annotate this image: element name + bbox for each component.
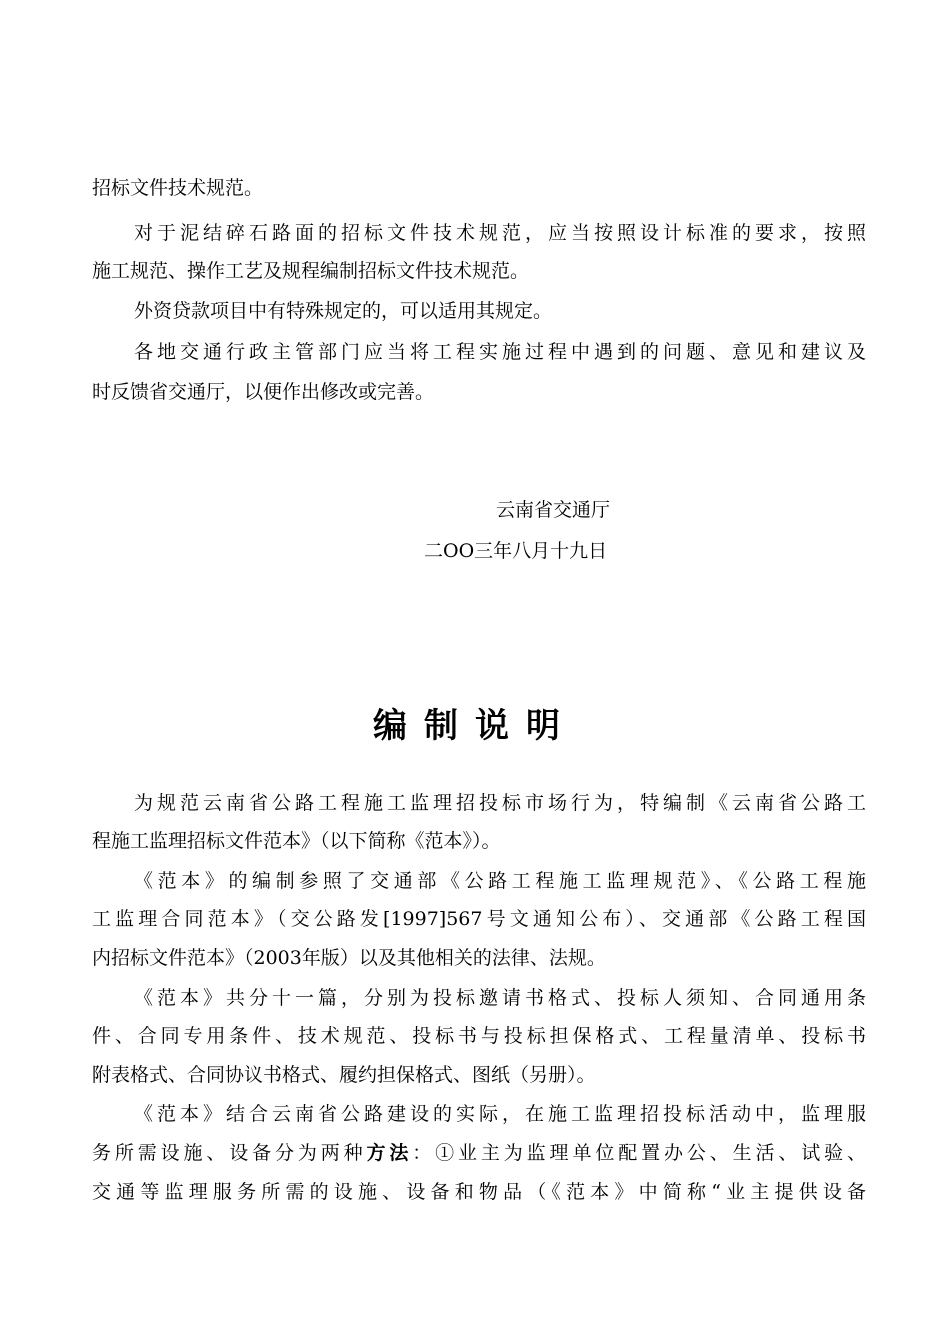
paragraph-line: 为规范云南省公路工程施工监理招投标市场行为，特编制《云南省公路工 bbox=[134, 792, 866, 814]
paragraph-line: 施工规范、操作工艺及规程编制招标文件技术规范。 bbox=[92, 260, 530, 282]
paragraph-line: 《范本》结合云南省公路建设的实际，在施工监理招投标活动中，监理服 bbox=[134, 1103, 866, 1125]
paragraph-line bbox=[92, 1141, 866, 1165]
paragraph-line: 内招标文件范本》（2003年版）以及其他相关的法律、法规。 bbox=[92, 947, 606, 969]
paragraph-line: 《范本》的编制参照了交通部《公路工程施工监理规范》、《公路工程施 bbox=[134, 870, 866, 892]
paragraph-line: 外资贷款项目中有特殊规定的，可以适用其规定。 bbox=[134, 300, 553, 322]
paragraph-line: 各地交通行政主管部门应当将工程实施过程中遇到的问题、意见和建议及 bbox=[134, 341, 866, 363]
signature-org: 云南省交通厅 bbox=[496, 499, 611, 521]
paragraph-line: 程施工监理招标文件范本》（以下简称《范本》）。 bbox=[92, 830, 501, 852]
paragraph-line: 时反馈省交通厅，以便作出修改或完善。 bbox=[92, 381, 435, 403]
signature-date: 二OO三年八月十九日 bbox=[424, 540, 608, 562]
paragraph-line: 对于泥结碎石路面的招标文件技术规范，应当按照设计标准的要求，按照 bbox=[134, 222, 866, 244]
paragraph-line: 附表格式、合同协议书格式、履约担保格式、图纸（另册）。 bbox=[92, 1064, 596, 1086]
section-title: 编制说明 bbox=[373, 706, 577, 746]
paragraph-line: 《范本》共分十一篇，分别为投标邀请书格式、投标人须知、合同通用条 bbox=[134, 987, 866, 1009]
paragraph-line: 招标文件技术规范。 bbox=[92, 177, 264, 199]
paragraph-line: 件、合同专用条件、技术规范、投标书与投标担保格式、工程量清单、投标书 bbox=[92, 1025, 866, 1047]
paragraph-line: 交通等监理服务所需的设施、设备和物品（《范本》中简称“业主提供设备 bbox=[92, 1181, 866, 1203]
paragraph-line: 工监理合同范本》（交公路发[1997]567号文通知公布）、交通部《公路工程国 bbox=[92, 908, 866, 930]
line-text: ：①业主为监理单位配置办公、生活、试验、 bbox=[412, 1142, 866, 1164]
emphasis-text: 方法 bbox=[366, 1142, 413, 1164]
line-text: 务所需设施、设备分为两种 bbox=[92, 1142, 367, 1164]
